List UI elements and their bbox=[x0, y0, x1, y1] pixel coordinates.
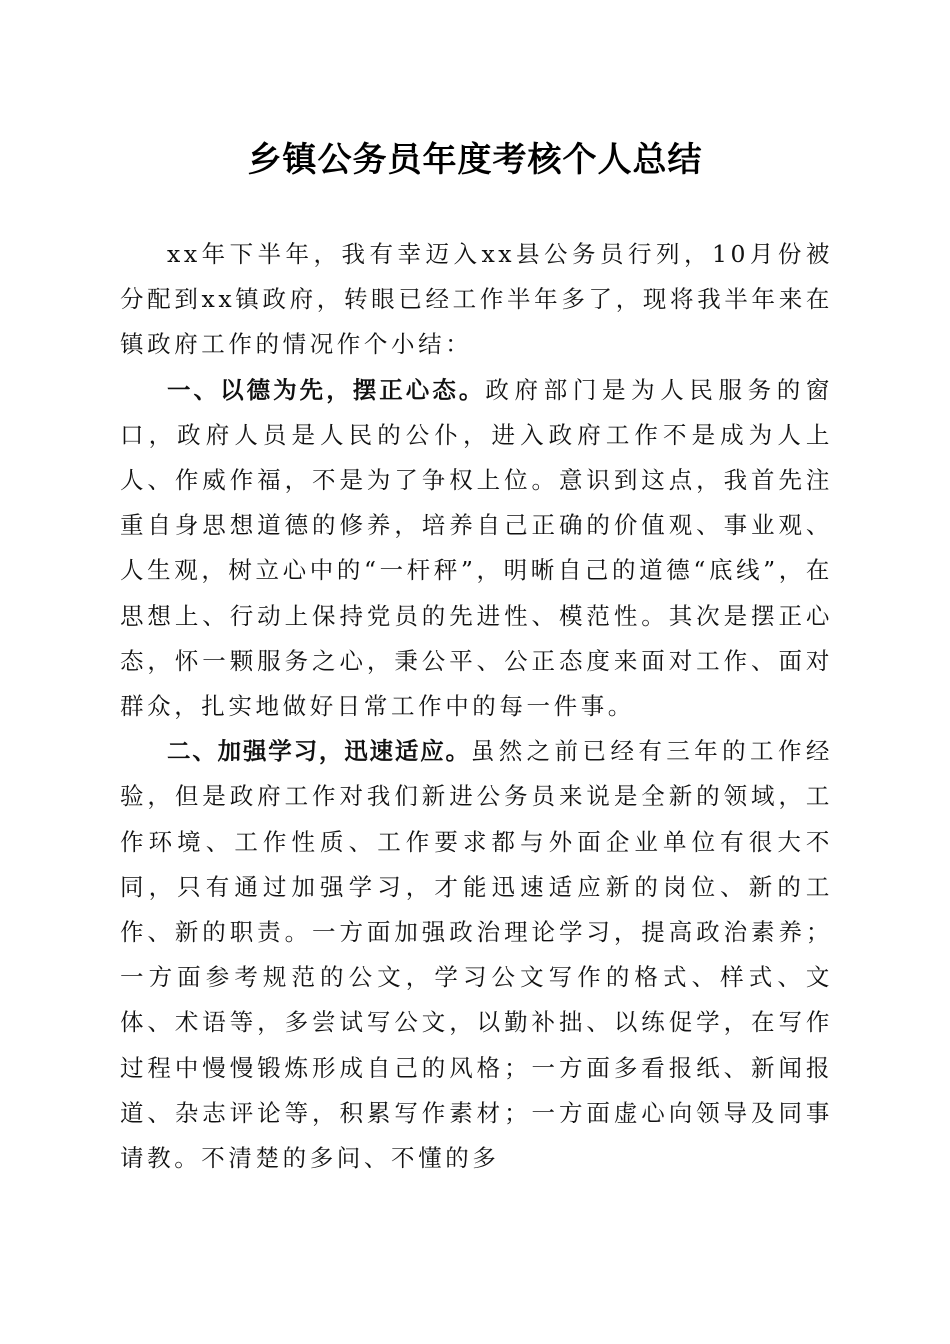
paragraph-section-2 bbox=[120, 729, 833, 1181]
section-heading: 一、以德为先，摆正心态。 bbox=[167, 375, 486, 404]
paragraph-text: 政府部门是为人民服务的窗口，政府人员是人民的公仆，进入政府工作不是成为人上人、作威作福，不是为了争权上位。意识到这点，我首先注重自身思想道德的修养，培养自己正确的价值观、事业观、人生观，树立心中的“一杆秤”，明晰自己的道德“底线”，在思想上、行动上保持党员的先进性、模范性。其次是摆正心态，怀一颗服务之心，秉公平、公正态度来面对工作、面对群众，扎实地做好日常工作中的每一件事。 bbox=[120, 375, 834, 721]
document-body bbox=[120, 232, 833, 1181]
paragraph-section-1 bbox=[120, 368, 833, 730]
paragraph-text: xx年下半年，我有幸迈入xx县公务员行列，10月份被分配到xx镇政府，转眼已经工作半年多了，现将我半年来在镇政府工作的情况作个小结： bbox=[120, 240, 833, 359]
paragraph-intro bbox=[120, 232, 833, 368]
section-heading: 二、加强学习，迅速适应。 bbox=[167, 737, 471, 766]
paragraph-text: 虽然之前已经有三年的工作经验，但是政府工作对我们新进公务员来说是全新的领域，工作环境、工作性质、工作要求都与外面企业单位有很大不同，只有通过加强学习，才能迅速适应新的岗位、新的工作、新的职责。一方面加强政治理论学习，提高政治素养；一方面参考规范的公文，学习公文写作的格式、样式、文体、术语等，多尝试写公文，以勤补拙、以练促学，在写作过程中慢慢锻炼形成自己的风格；一方面多看报纸、新闻报道、杂志评论等，积累写作素材；一方面虚心向领导及同事请教。不清楚的多问、不懂的多 bbox=[120, 737, 833, 1173]
document-title: 乡镇公务员年度考核个人总结 bbox=[247, 140, 703, 180]
